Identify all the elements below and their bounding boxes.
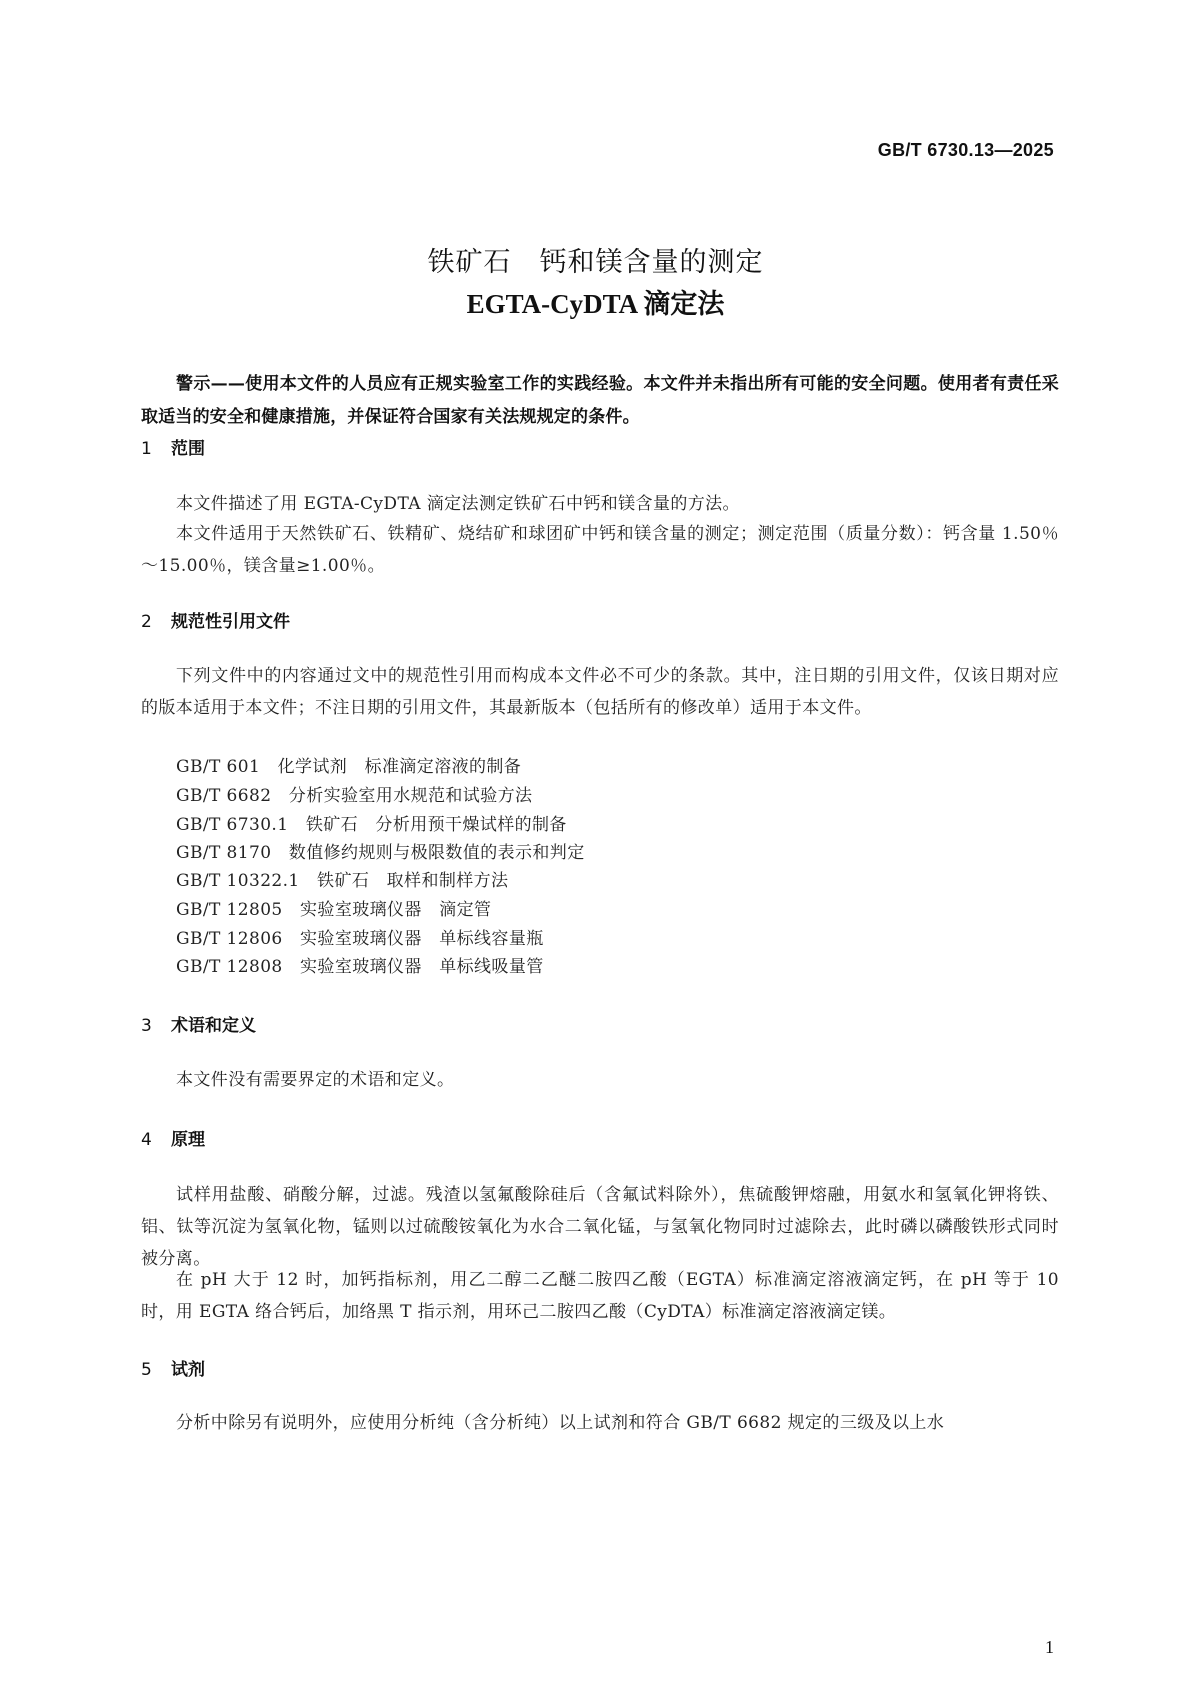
section-5-paragraph-1: 分析中除另有说明外，应使用分析纯（含分析纯）以上试剂和符合 GB/T 6682 规定的三级及以上水 [176,1413,945,1433]
reference-item: GB/T 6682 分析实验室用水规范和试验方法 [176,786,533,806]
section-number: 4 [141,1130,152,1150]
document-title-line2: EGTA-CyDTA 滴定法 [466,289,725,319]
reference-item: GB/T 8170 数值修约规则与极限数值的表示和判定 [176,843,585,863]
section-4-paragraph-1: 试样用盐酸、硝酸分解，过滤。残渣以氢氟酸除硅后（含氟试料除外），焦硫酸钾熔融，用氨水和氢氧化钾将铁、铝、钛等沉淀为氢氧化物，锰则以过硫酸铵氧化为水合二氧化锰，与氢氧化物同时过滤除去，此时磷以磷酸铁形式同时被分离。 [141,1185,1059,1269]
section-5-heading [141,1355,205,1380]
section-title: 规范性引用文件 [171,612,290,632]
section-3-paragraph-1: 本文件没有需要界定的术语和定义。 [176,1070,455,1090]
section-number: 1 [141,439,152,459]
reference-item: GB/T 10322.1 铁矿石 取样和制样方法 [176,871,509,891]
standard-code: GB/T 6730.13—2025 [877,140,1054,160]
section-1-heading [141,434,205,459]
section-2-heading [141,607,290,632]
section-3-heading [141,1011,256,1036]
section-title: 范围 [171,439,205,459]
section-title: 术语和定义 [171,1016,256,1036]
page-number: 1 [1045,1637,1054,1657]
safety-warning: 警示——使用本文件的人员应有正规实验室工作的实践经验。本文件并未指出所有可能的安全问题。使用者有责任采取适当的安全和健康措施，并保证符合国家有关法规规定的条件。 [141,374,1059,427]
section-title: 试剂 [171,1360,205,1380]
reference-item: GB/T 6730.1 铁矿石 分析用预干燥试样的制备 [176,815,567,835]
section-4-heading [141,1125,205,1150]
section-title: 原理 [171,1130,205,1150]
section-1-paragraph-1: 本文件描述了用 EGTA-CyDTA 滴定法测定铁矿石中钙和镁含量的方法。 [176,494,740,514]
section-2-paragraph-1: 下列文件中的内容通过文中的规范性引用而构成本文件必不可少的条款。其中，注日期的引用文件，仅该日期对应的版本适用于本文件；不注日期的引用文件，其最新版本（包括所有的修改单）适用于本文件。 [141,666,1059,718]
reference-item: GB/T 12805 实验室玻璃仪器 滴定管 [176,900,492,920]
section-number: 2 [141,612,152,632]
section-4-paragraph-2: 在 pH 大于 12 时，加钙指标剂，用乙二醇二乙醚二胺四乙酸（EGTA）标准滴定溶液滴定钙，在 pH 等于 10 时，用 EGTA 络合钙后，加络黑 T 指示剂，用环己二胺四乙酸（CyDTA）标准滴定溶液滴定镁。 [141,1270,1059,1322]
reference-item: GB/T 12806 实验室玻璃仪器 单标线容量瓶 [176,929,544,949]
document-title-line1: 铁矿石 钙和镁含量的测定 [427,247,764,278]
reference-item: GB/T 12808 实验室玻璃仪器 单标线吸量管 [176,957,544,977]
section-number: 5 [141,1360,152,1380]
section-number: 3 [141,1016,152,1036]
section-1-paragraph-2: 本文件适用于天然铁矿石、铁精矿、烧结矿和球团矿中钙和镁含量的测定；测定范围（质量分数）：钙含量 1.50％～15.00％，镁含量≥1.00％。 [141,524,1059,576]
reference-item: GB/T 601 化学试剂 标准滴定溶液的制备 [176,757,522,777]
